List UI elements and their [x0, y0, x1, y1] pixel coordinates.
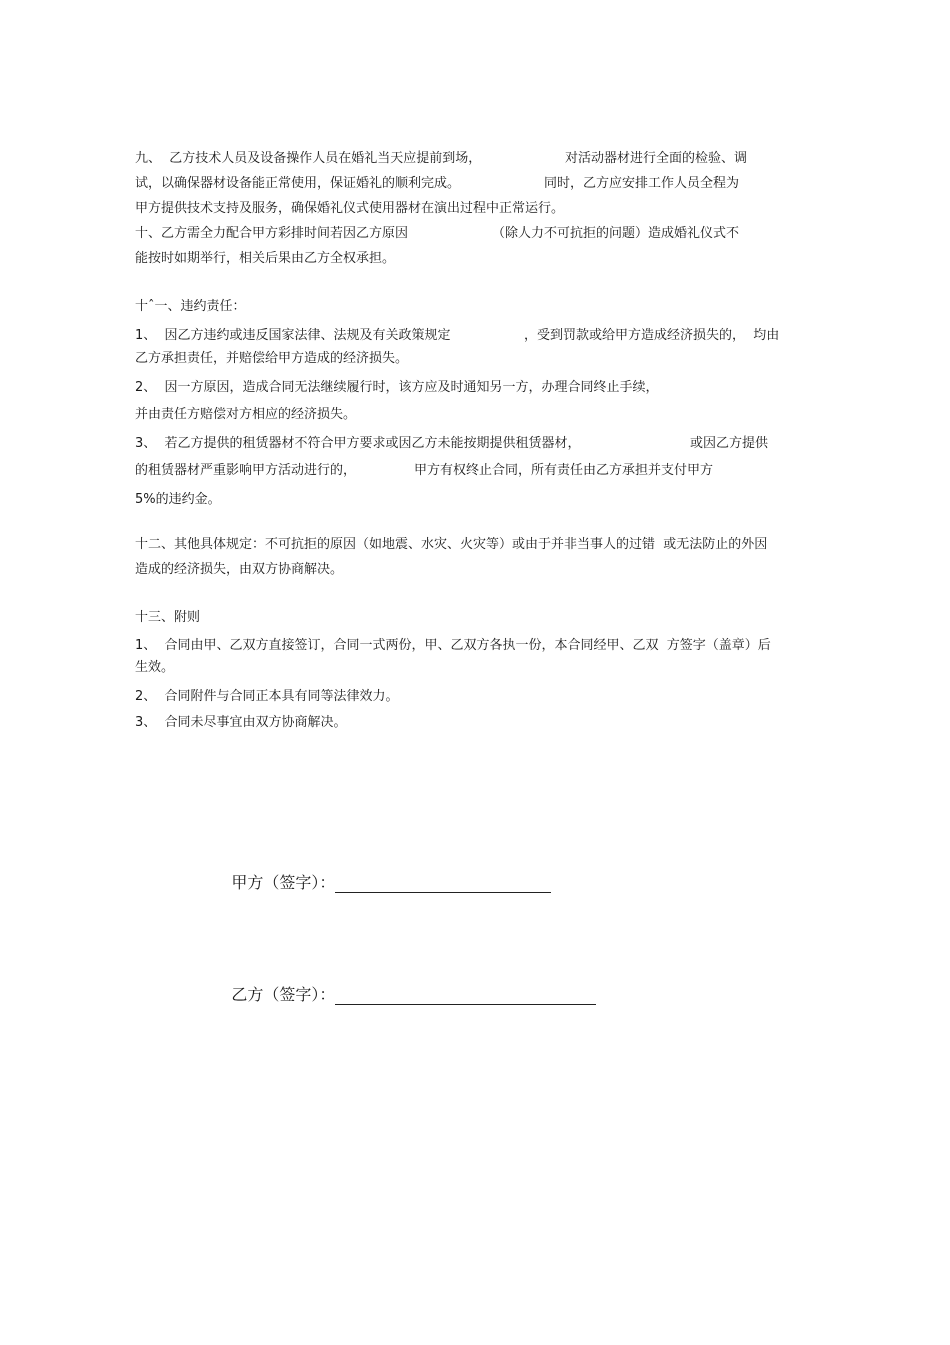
clause11-item3a: 3、 若乙方提供的租赁器材不符合甲方要求或因乙方未能按期提供租赁器材， [135, 436, 581, 451]
clause11-item1c: 乙方承担责任，并赔偿给甲方造成的经济损失。 [135, 351, 409, 366]
party-b-signature-line [335, 988, 596, 1005]
clause11-item1b: ，受到罚款或给甲方造成经济损失的， 均由 [524, 328, 780, 343]
clause13-item1a: 1、 合同由甲、乙双方直接签订，合同一式两份，甲、乙双方各执一份，本合同经甲、乙双 方签字（盖章）后 [135, 638, 771, 653]
clause11-item3e: 5%的违约金。 [135, 492, 221, 507]
clause11-item3b: 或因乙方提供 [690, 436, 769, 451]
clause12-line2: 造成的经济损失，由双方协商解决。 [135, 562, 344, 577]
party-b-signature [211, 965, 596, 1025]
clause13-item3: 3、 合同未尽事宜由双方协商解决。 [135, 715, 347, 730]
clause13-heading: 十三、附则 [135, 610, 201, 625]
clause11-item3c: 的租赁器材严重影响甲方活动进行的， [135, 463, 357, 478]
clause10-line1b: （除人力不可抗拒的问题）造成婚礼仪式不 [492, 226, 740, 241]
party-a-signature [211, 853, 551, 913]
clause11-heading: 十ˆ一、违约责任： [135, 299, 246, 314]
clause9-line2b: 同时，乙方应安排工作人员全程为 [544, 176, 740, 191]
clause11-item2b: 并由责任方赔偿对方相应的经济损失。 [135, 407, 357, 422]
clause10-line1a: 十、乙方需全力配合甲方彩排时间若因乙方原因 [135, 226, 409, 241]
clause9-line2a: 试，以确保器材设备能正常使用，保证婚礼的顺利完成。 [135, 176, 461, 191]
clause9-line1a: 九、 乙方技术人员及设备操作人员在婚礼当天应提前到场， [135, 151, 482, 166]
party-a-signature-line [335, 876, 551, 893]
clause9-line1b: 对活动器材进行全面的检验、调 [565, 151, 748, 166]
clause9-line3: 甲方提供技术支持及服务，确保婚礼仪式使用器材在演出过程中正常运行。 [135, 201, 565, 216]
clause10-line2: 能按时如期举行，相关后果由乙方全权承担。 [135, 251, 396, 266]
party-b-label: 乙方（签字）： [231, 985, 336, 1004]
clause12-line1: 十二、其他具体规定：不可抗拒的原因（如地震、水灾、火灾等）或由于并非当事人的过错 或无法防止的外因 [135, 537, 768, 552]
clause13-item1b: 生效。 [135, 660, 175, 675]
party-a-label: 甲方（签字）： [231, 873, 336, 892]
clause13-item2: 2、 合同附件与合同正本具有同等法律效力。 [135, 689, 399, 704]
clause11-item3d: 甲方有权终止合同，所有责任由乙方承担并支付甲方 [414, 463, 714, 478]
clause11-item1a: 1、 因乙方违约或违反国家法律、法规及有关政策规定 [135, 328, 451, 343]
clause11-item2a: 2、 因一方原因，造成合同无法继续履行时，该方应及时通知另一方，办理合同终止手续， [135, 380, 659, 395]
